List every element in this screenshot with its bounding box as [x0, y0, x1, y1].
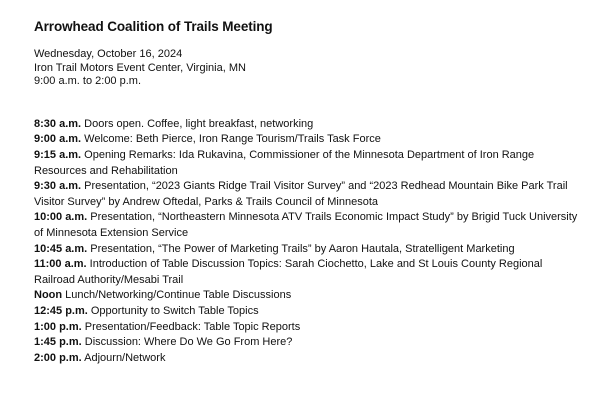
agenda-time: 2:00 p.m.: [34, 351, 82, 364]
agenda-time: 9:00 a.m.: [34, 133, 82, 146]
agenda-time: Noon: [34, 289, 63, 302]
meeting-hours: 9:00 a.m. to 2:00 p.m.: [34, 75, 142, 88]
agenda-item: [34, 335, 584, 351]
agenda-time: 9:30 a.m.: [34, 180, 82, 193]
agenda-text: Discussion: Where Do We Go From Here?: [84, 336, 293, 349]
agenda-item: [34, 304, 584, 320]
agenda-text: Opportunity to Switch Table Topics: [90, 304, 259, 317]
agenda-item: [34, 320, 584, 336]
agenda-text: Presentation/Feedback: Table Topic Reports: [84, 320, 301, 333]
agenda-time: 10:45 a.m.: [34, 242, 88, 255]
agenda-time: 12:45 p.m.: [34, 304, 88, 317]
agenda-item: [34, 117, 584, 133]
agenda-text: Presentation, “2023 Giants Ridge Trail Visitor Survey” and “2023 Redhead Mountain Bike Park Trail Visitor Survey” by Andrew Oftedal, Parks & Trails Council of Minnesota: [34, 180, 568, 208]
agenda-time: 10:00 a.m.: [34, 211, 88, 224]
agenda-time: 11:00 a.m.: [34, 258, 87, 271]
agenda-text: Presentation, “Northeastern Minnesota ATV Trails Economic Impact Study” by Brigid Tuck University of Minnesota Extension Service: [34, 211, 578, 239]
agenda-text: Presentation, “The Power of Marketing Trails” by Aaron Hautala, Stratelligent Marketing: [90, 242, 515, 255]
agenda-text: Doors open. Coffee, light breakfast, networking: [84, 117, 314, 130]
agenda-item: [34, 210, 584, 241]
agenda-text: Welcome: Beth Pierce, Iron Range Tourism/Trails Task Force: [84, 133, 381, 146]
agenda-item: [34, 148, 584, 179]
agenda-text: Opening Remarks: Ida Rukavina, Commissioner of the Minnesota Department of Iron Range Resources and Rehabilitation: [34, 148, 535, 177]
agenda-item: [34, 351, 584, 367]
meeting-info: [34, 48, 584, 89]
meeting-location: Iron Trail Motors Event Center, Virginia, MN: [34, 61, 246, 74]
agenda-text: Lunch/Networking/Continue Table Discussions: [65, 289, 292, 302]
agenda-item: [34, 132, 584, 148]
agenda-item: [34, 179, 584, 210]
document-title: Arrowhead Coalition of Trails Meeting: [34, 19, 273, 34]
agenda-time: 1:45 p.m.: [34, 336, 82, 349]
agenda-time: 9:15 a.m.: [34, 148, 82, 161]
agenda-list: [34, 117, 584, 367]
agenda-item: [34, 257, 584, 288]
agenda-text: Introduction of Table Discussion Topics: Sarah Ciochetto, Lake and St Louis County Regional Railroad Authority/Mesabi Trail: [34, 258, 543, 286]
agenda-time: 8:30 a.m.: [34, 117, 82, 130]
agenda-item: [34, 288, 584, 304]
agenda-item: [34, 242, 584, 258]
agenda-time: 1:00 p.m.: [34, 320, 82, 333]
meeting-date: Wednesday, October 16, 2024: [34, 48, 183, 60]
agenda-text: Adjourn/Network: [84, 351, 166, 364]
